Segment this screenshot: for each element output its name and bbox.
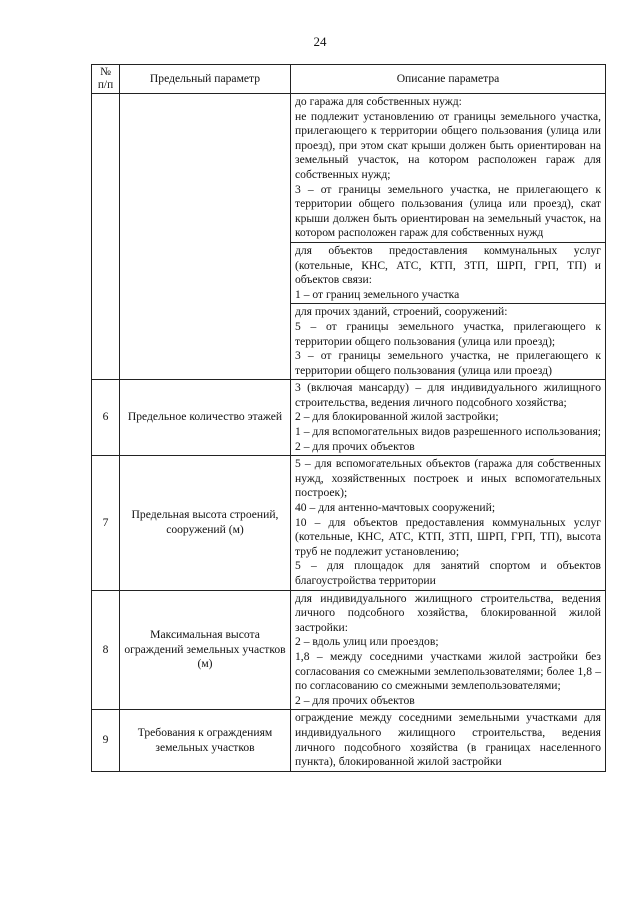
continuation-row bbox=[92, 94, 606, 243]
page-number: 24 bbox=[313, 34, 327, 49]
description-line: 2 – вдоль улиц или проездов; bbox=[295, 635, 439, 649]
description-line: 1 – от границ земельного участка bbox=[295, 287, 460, 301]
description-line: 3 – от границы земельного участка, не прилегающего к территории общего пользования (улица или проезд), скат крыши должен быть ориентирован на земельный участок, на котором расположен гараж для собственных нужд bbox=[295, 182, 601, 240]
row-parameter: Требования к ограждениям земельных участков bbox=[120, 710, 291, 771]
table-cell-description bbox=[291, 242, 606, 303]
description-line: 2 – для блокированной жилой застройки; bbox=[295, 410, 499, 424]
description-line: 5 – от границы земельного участка, прилегающего к территории общего пользования (улица или проезд); bbox=[295, 319, 601, 348]
description-line: не подлежит установлению от границы земельного участка, прилегающего к территории общего пользования (улица или проезд), при этом скат крыши должен быть ориентирован на земельный участок, на котором расположен гараж для собственных нужд; bbox=[295, 109, 601, 181]
table-cell-description bbox=[291, 94, 606, 243]
row-parameter: Предельная высота строений, сооружений (м) bbox=[120, 456, 291, 590]
header-parameter: Предельный параметр bbox=[120, 65, 291, 94]
table-cell-description bbox=[291, 456, 606, 590]
description-line: 1 – для вспомогательных видов разрешенного использования; bbox=[295, 425, 602, 439]
table-row bbox=[92, 590, 606, 710]
description-line: для индивидуального жилищного строительства, ведения личного подсобного хозяйства, блокированной жилой застройки: bbox=[295, 591, 601, 634]
header-number-label: № п/п bbox=[97, 66, 114, 91]
row-number: 8 bbox=[92, 590, 120, 710]
row-number: 9 bbox=[92, 710, 120, 771]
row-number: 7 bbox=[92, 456, 120, 590]
description-line: для прочих зданий, строений, сооружений: bbox=[295, 305, 508, 319]
description-line: ограждение между соседними земельными участками для индивидуального жилищного строительства, ведения личного подсобного хозяйства (в границах населенного пункта), блокированной жилой застройки bbox=[295, 711, 601, 769]
row-number: 6 bbox=[92, 380, 120, 456]
row-parameter: Предельное количество этажей bbox=[120, 380, 291, 456]
description-line: 2 – для прочих объектов bbox=[295, 439, 415, 453]
table-cell-description bbox=[291, 304, 606, 380]
description-line: для объектов предоставления коммунальных услуг (котельные, КНС, АТС, КТП, ЗТП, ШРП, ГРП, ТП) и объектов связи: bbox=[295, 243, 601, 287]
description-line: 2 – для прочих объектов bbox=[295, 693, 415, 707]
description-line: 40 – для антенно-мачтовых сооружений; bbox=[295, 501, 496, 515]
description-line: 5 – для вспомогательных объектов (гаража для собственных нужд, хозяйственных построек и иных вспомогательных построек); bbox=[295, 457, 601, 500]
description-line: 1,8 – между соседними участками жилой застройки без согласования со смежными землепользователями; более 1,8 – по согласованию со смежными землепользователями; bbox=[295, 649, 601, 693]
parameters-table bbox=[91, 64, 606, 772]
table-header-row bbox=[92, 65, 606, 94]
header-number bbox=[92, 65, 120, 94]
description-line: 5 – для площадок для занятий спортом и объектов благоустройства территории bbox=[295, 559, 601, 587]
table-row bbox=[92, 710, 606, 771]
description-line: 10 – для объектов предоставления коммунальных услуг (котельные, КНС, АТС, КТП, ЗТП, ШРП, ГРП, ТП), высота труб не подлежит установлению; bbox=[295, 515, 601, 558]
description-line: 3 (включая мансарду) – для индивидуального жилищного строительства, ведения личного подсобного хозяйства; bbox=[295, 381, 601, 409]
table-cell-parameter-empty bbox=[120, 94, 291, 380]
table-cell-number-empty bbox=[92, 94, 120, 380]
row-parameter: Максимальная высота ограждений земельных участков (м) bbox=[120, 590, 291, 710]
table-row bbox=[92, 456, 606, 590]
table-cell-description bbox=[291, 710, 606, 771]
table-cell-description bbox=[291, 380, 606, 456]
table-row bbox=[92, 380, 606, 456]
description-line: до гаража для собственных нужд: bbox=[295, 95, 462, 108]
header-description: Описание параметра bbox=[291, 65, 606, 94]
description-line: 3 – от границы земельного участка, не прилегающего к территории общего пользования (улица или проезд) bbox=[295, 349, 601, 377]
table-cell-description bbox=[291, 590, 606, 710]
